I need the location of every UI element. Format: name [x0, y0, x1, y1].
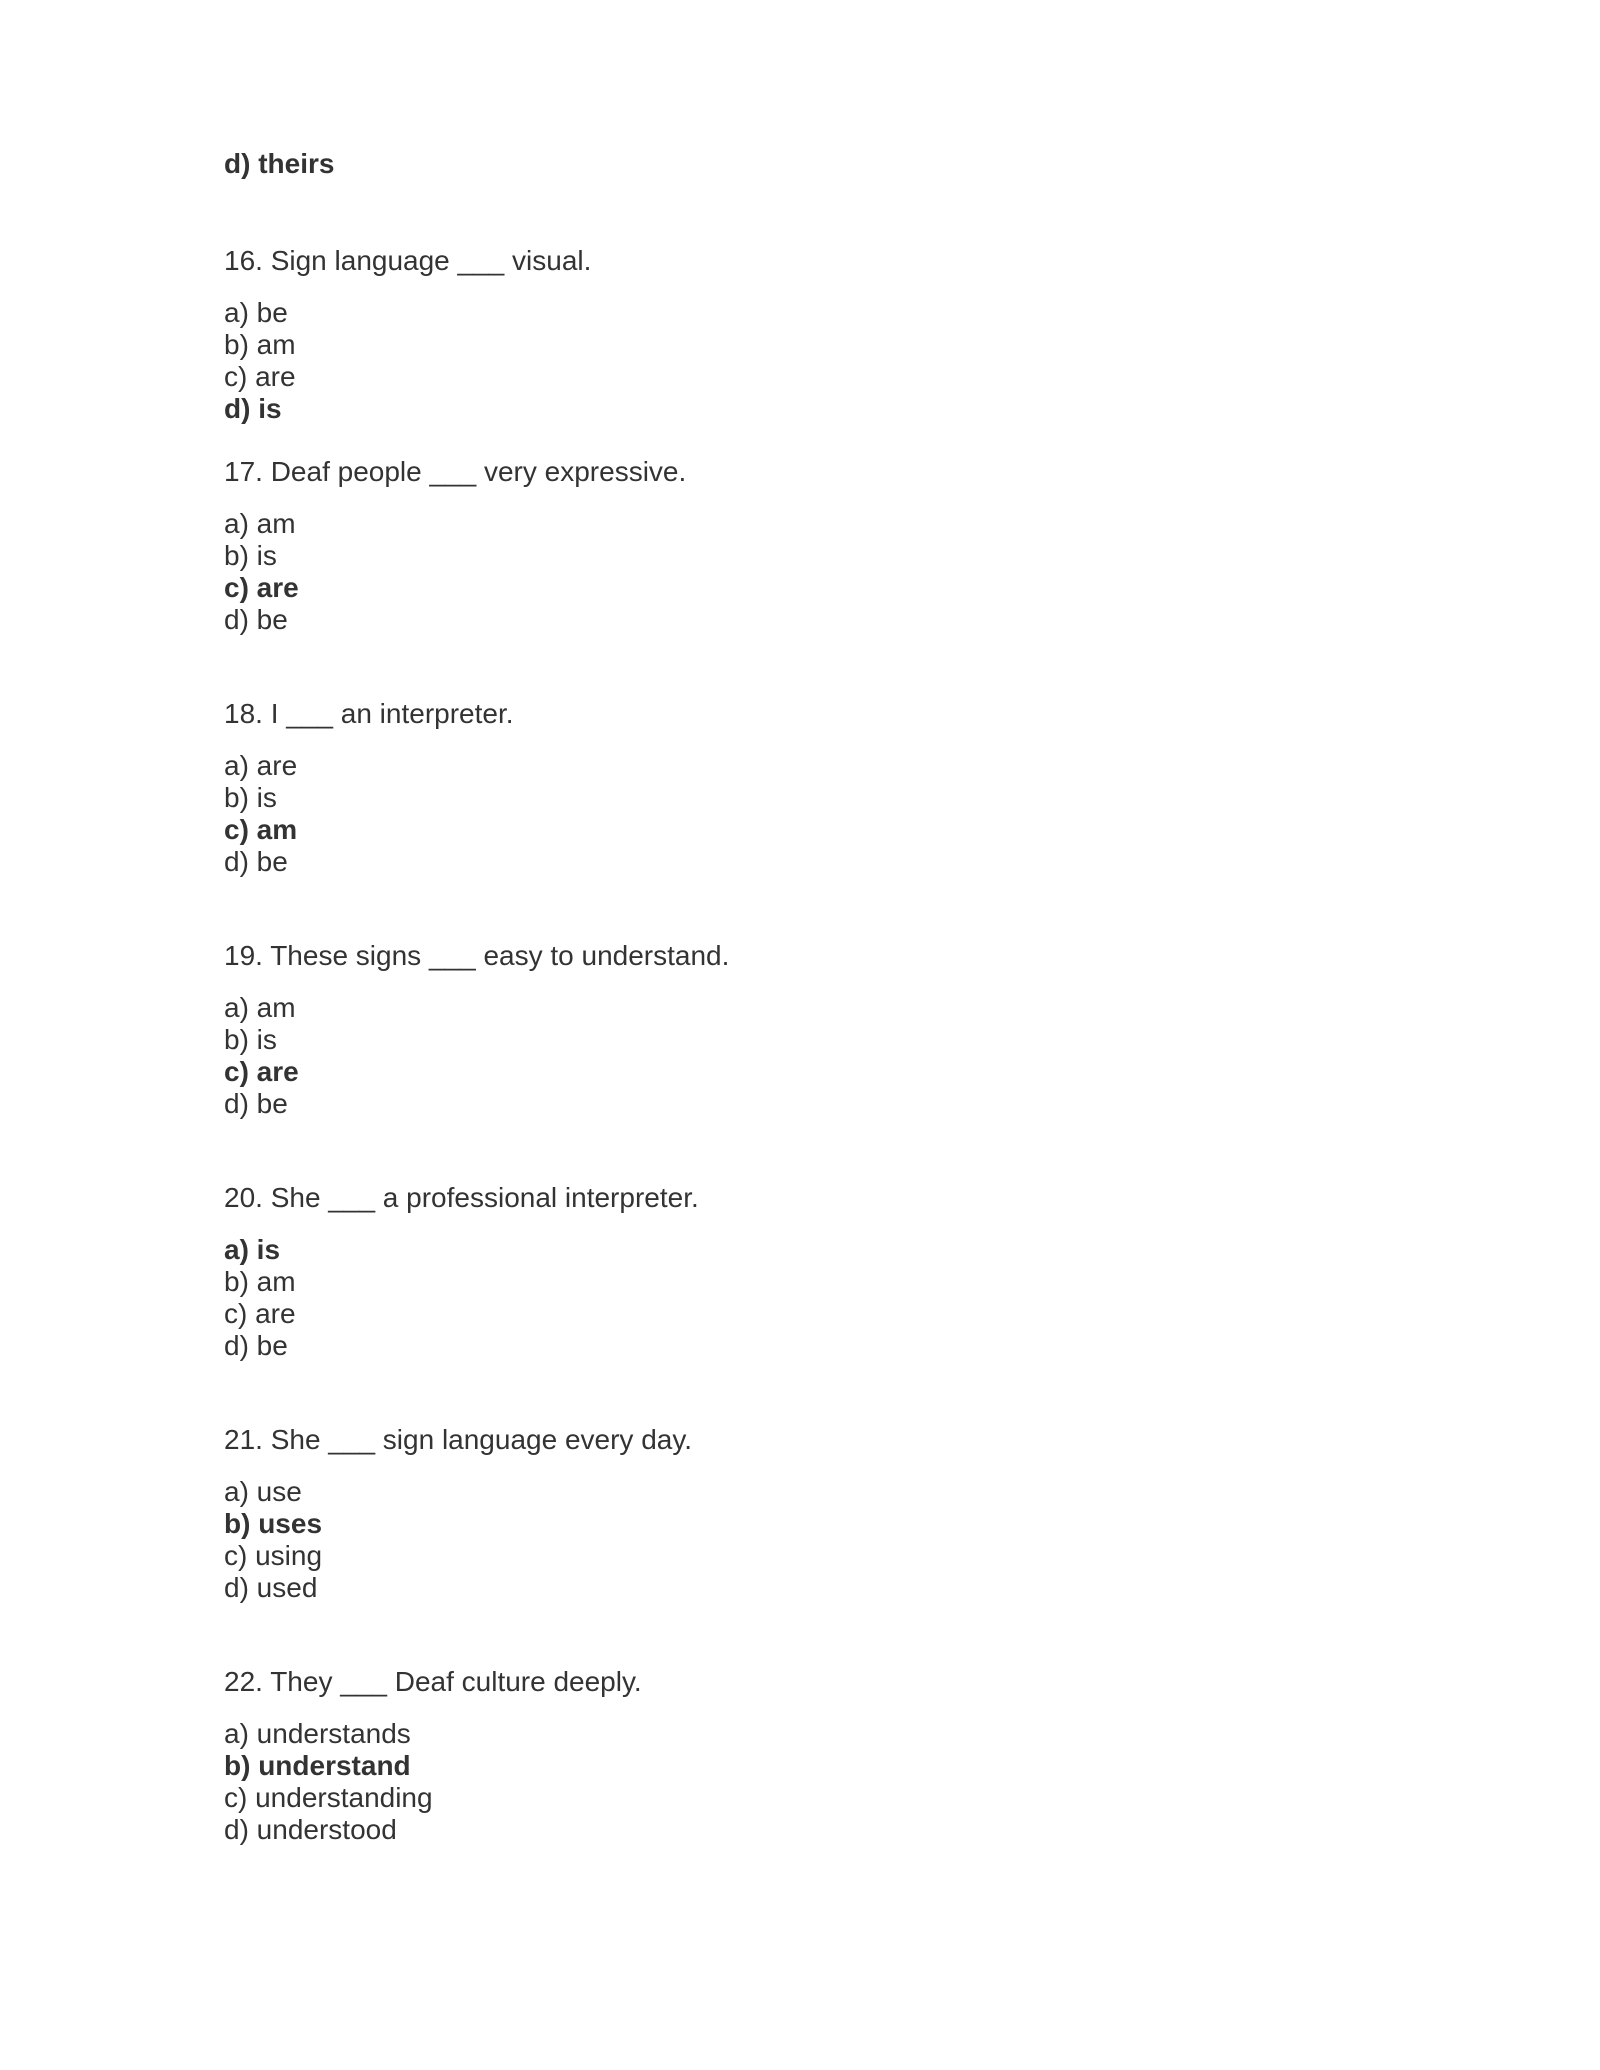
option-list: [224, 508, 686, 636]
option-correct: c) am: [224, 814, 298, 845]
question-21: [224, 1424, 692, 1604]
option: a) am: [224, 508, 296, 539]
option: d) be: [224, 604, 288, 635]
option-list: [224, 297, 591, 425]
question-16: [224, 245, 591, 425]
option-correct: b) uses: [224, 1508, 323, 1539]
question-18: [224, 698, 514, 878]
option: b) is: [224, 540, 277, 571]
question-19: [224, 940, 729, 1120]
carryover-answer: d) theirs: [224, 148, 335, 179]
question-17: [224, 456, 686, 636]
option: a) am: [224, 992, 296, 1023]
option: b) am: [224, 1266, 296, 1297]
option: b) am: [224, 329, 296, 360]
option: b) is: [224, 1024, 277, 1055]
option-correct: c) are: [224, 1056, 299, 1087]
question-text: 22. They ___ Deaf culture deeply.: [224, 1666, 642, 1697]
option: a) use: [224, 1476, 302, 1507]
option-list: [224, 1234, 699, 1362]
option: d) understood: [224, 1814, 397, 1845]
question-text: 16. Sign language ___ visual.: [224, 245, 592, 276]
option: d) be: [224, 1088, 288, 1119]
option-correct: d) is: [224, 393, 282, 424]
option: c) are: [224, 1298, 296, 1329]
question-text: 19. These signs ___ easy to understand.: [224, 940, 730, 971]
option: c) understanding: [224, 1782, 433, 1813]
option: c) are: [224, 361, 296, 392]
option: d) be: [224, 1330, 288, 1361]
option-list: [224, 750, 514, 878]
option: a) be: [224, 297, 288, 328]
question-text: 18. I ___ an interpreter.: [224, 698, 514, 729]
option-list: [224, 992, 729, 1120]
question-20: [224, 1182, 699, 1362]
option-correct: a) is: [224, 1234, 281, 1265]
option-list: [224, 1476, 692, 1604]
option-correct: b) understand: [224, 1750, 411, 1781]
option: c) using: [224, 1540, 323, 1571]
question-text: 20. She ___ a professional interpreter.: [224, 1182, 699, 1213]
option-correct: c) are: [224, 572, 299, 603]
option: a) understands: [224, 1718, 411, 1749]
option-list: [224, 1718, 642, 1846]
option: b) is: [224, 782, 277, 813]
question-text: 21. She ___ sign language every day.: [224, 1424, 693, 1455]
option: d) used: [224, 1572, 318, 1603]
option: d) be: [224, 846, 288, 877]
question-text: 17. Deaf people ___ very expressive.: [224, 456, 687, 487]
option: a) are: [224, 750, 298, 781]
question-22: [224, 1666, 642, 1846]
